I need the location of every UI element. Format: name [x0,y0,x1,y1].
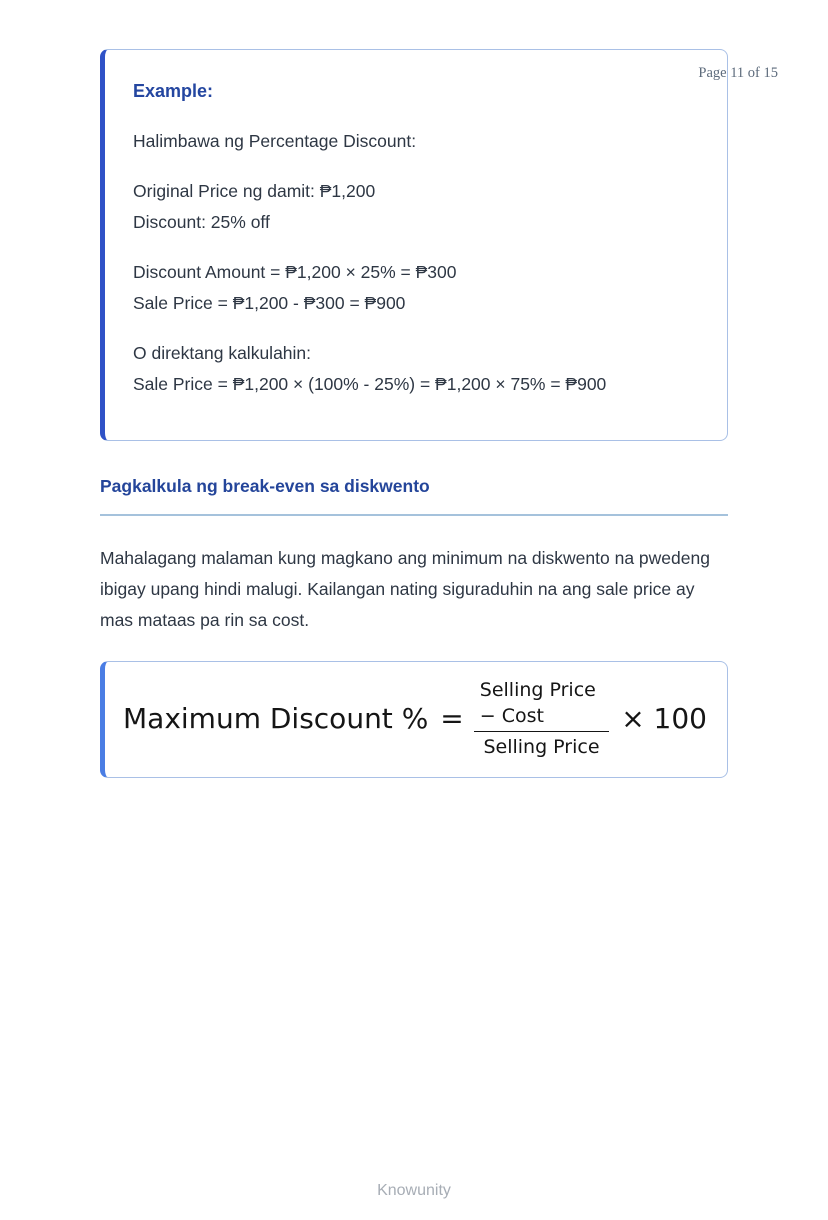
formula-equals-sign: = [440,702,464,735]
page-indicator: Page 11 of 15 [698,65,778,81]
sale-price-line: Sale Price = ₱1,200 - ₱300 = ₱900 [133,293,406,313]
direct-calc-intro-line: O direktang kalkulahin: [133,343,312,363]
footer-brand: Knowunity [377,1182,451,1199]
maximum-discount-formula [123,677,707,760]
example-callout-box [100,49,728,441]
example-box-title: Example: [133,81,214,101]
example-direct-paragraph [133,338,703,400]
example-given-paragraph [133,176,703,238]
formula-callout-box [100,661,728,778]
formula-denominator: Selling Price [483,736,600,758]
formula-fraction [474,677,609,760]
discount-line: Discount: 25% off [133,212,270,232]
formula-multiplier: × 100 [621,702,707,735]
section-heading-breakeven: Pagkalkula ng break-even sa diskwento [100,471,728,516]
direct-calc-line: Sale Price = ₱1,200 × (100% - 25%) = ₱1,200 × 75% = ₱900 [133,374,607,394]
formula-numerator: Selling Price − Cost [474,677,609,732]
discount-amount-line: Discount Amount = ₱1,200 × 25% = ₱300 [133,262,457,282]
original-price-line: Original Price ng damit: ₱1,200 [133,181,376,201]
formula-lhs: Maximum Discount % [123,702,429,735]
example-computation-paragraph [133,257,703,319]
section-paragraph: Mahalagang malaman kung magkano ang minimum na diskwento na pwedeng ibigay upang hindi malugi. Kailangan nating siguraduhin na ang sale price ay mas mataas pa rin sa cost. [100,548,710,630]
example-intro-line: Halimbawa ng Percentage Discount: [133,131,417,151]
